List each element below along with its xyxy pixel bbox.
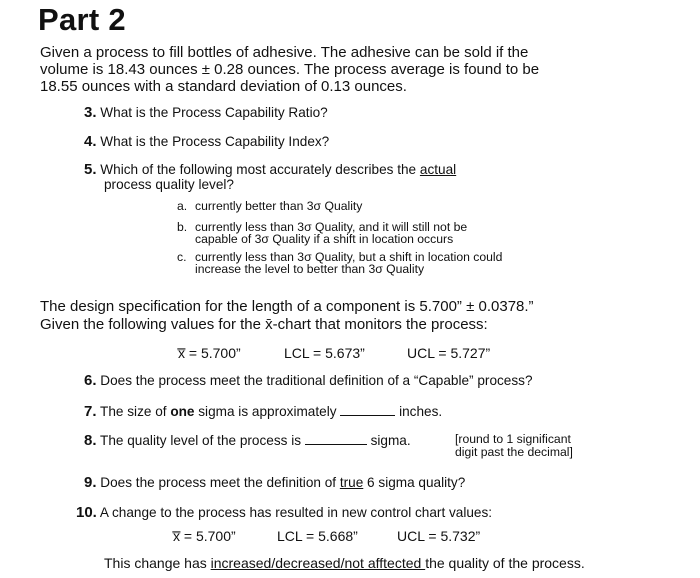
option-letter: c. [177, 250, 187, 264]
bold-word: one [170, 404, 195, 419]
answer-blank[interactable] [340, 403, 395, 416]
question-number: 7. [84, 403, 97, 420]
question-text: A change to the process has resulted in new control chart values: [99, 505, 493, 520]
option-text: increase the level to better than 3σ Quality [195, 262, 425, 276]
page-title: Part 2 [38, 2, 126, 37]
option-letter: a. [177, 199, 188, 213]
question-7 [84, 403, 442, 420]
note-line: digit past the decimal] [455, 445, 573, 459]
option-text: currently less than 3σ Quality, and it will still not be [195, 220, 468, 234]
question-3 [84, 104, 328, 121]
lcl-value: LCL = 5.668” [277, 528, 358, 544]
intro-line: 18.55 ounces with a standard deviation of 0.13 ounces. [40, 78, 407, 95]
option-text: capable of 3σ Quality if a shift in location occurs [195, 232, 454, 246]
spec-line: Given the following values for the x̄-chart that monitors the process: [40, 316, 488, 333]
statement-text: This change has [104, 555, 211, 571]
ucl-value: UCL = 5.727” [407, 345, 491, 361]
question-text: What is the Process Capability Ratio? [100, 105, 328, 120]
question-number: 8. [84, 432, 97, 449]
question-text: Does the process meet the traditional definition of a “Capable” process? [100, 373, 533, 388]
intro-line: volume is 18.43 ounces ± 0.28 ounces. The process average is found to be [40, 61, 540, 78]
question-number: 3. [84, 104, 97, 121]
control-values-1 [178, 345, 490, 361]
question-text: The size of [100, 404, 171, 419]
question-text: sigma is approximately [194, 404, 337, 419]
answer-blank[interactable] [305, 432, 367, 445]
final-statement [104, 555, 585, 571]
option-a [177, 200, 362, 212]
question-text: Which of the following most accurately describes the [100, 162, 420, 177]
spec-paragraph [40, 298, 534, 334]
question-4 [84, 133, 329, 150]
question-6 [84, 372, 533, 389]
question-5 [84, 162, 456, 192]
question-9 [84, 474, 465, 491]
question-number: 4. [84, 133, 97, 150]
xbar-value: x̿ = 5.700” [178, 345, 241, 361]
unit-text: sigma. [370, 433, 411, 448]
question-text: What is the Process Capability Index? [100, 134, 330, 149]
unit-text: inches. [399, 404, 443, 419]
note-line: [round to 1 significant [455, 432, 571, 446]
rounding-note [455, 433, 573, 459]
option-text: currently less than 3σ Quality, but a shift in location could [195, 250, 503, 264]
underlined-choices: increased/decreased/not afftected [210, 555, 426, 571]
option-text: currently better than 3σ Quality [195, 199, 363, 213]
question-number: 5. [84, 161, 97, 178]
question-number: 9. [84, 474, 97, 491]
spec-line: The design specification for the length of a component is 5.700” ± 0.0378.” [40, 298, 534, 315]
question-text: Does the process meet the definition of [100, 475, 340, 490]
question-10 [76, 504, 492, 521]
question-8 [84, 432, 411, 449]
question-text: 6 sigma quality? [363, 475, 466, 490]
question-text-cont: process quality level? [104, 177, 234, 192]
intro-paragraph [40, 44, 539, 95]
statement-text: the quality of the process. [425, 555, 585, 571]
option-b [177, 221, 467, 245]
question-number: 10. [76, 504, 97, 521]
xbar-value: x̿ = 5.700” [173, 528, 236, 544]
question-number: 6. [84, 372, 97, 389]
option-letter: b. [177, 220, 188, 234]
control-values-2 [173, 528, 480, 544]
ucl-value: UCL = 5.732” [397, 528, 481, 544]
underlined-word: actual [419, 162, 457, 177]
intro-line: Given a process to fill bottles of adhesive. The adhesive can be sold if the [40, 44, 529, 61]
question-text: The quality level of the process is [100, 433, 302, 448]
option-c [177, 251, 502, 275]
underlined-word: true [339, 475, 364, 490]
lcl-value: LCL = 5.673” [284, 345, 365, 361]
